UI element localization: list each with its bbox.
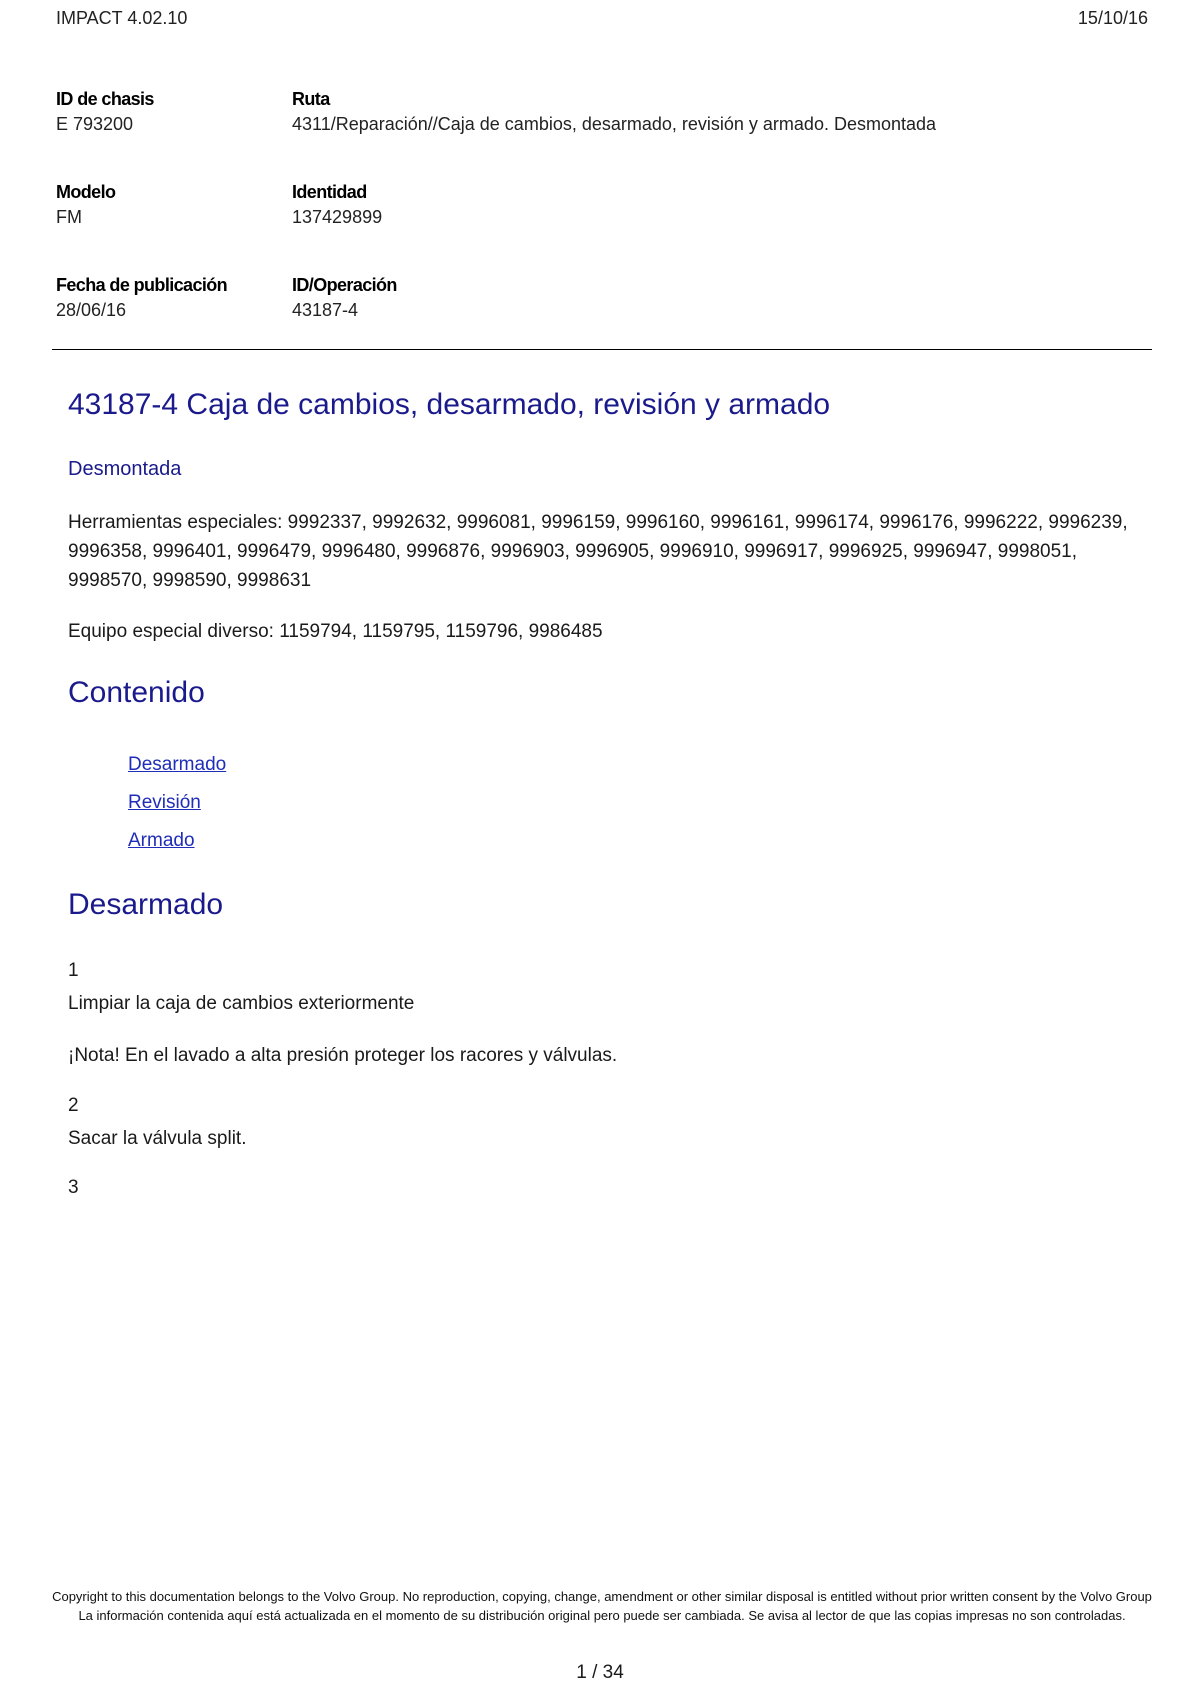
route-label: Ruta [292,89,330,109]
disclaimer-notice: La información contenida aquí está actualizada en el momento de su distribución original pero puede ser cambiada. Se avisa al lector de que las copias impresas no son controladas. [78,1608,1126,1623]
page-footer [52,1587,1152,1625]
toc-link-revision[interactable]: Revisión [128,792,201,813]
metadata-row [56,181,1156,274]
divider [52,349,1152,350]
step-number: 3 [68,1177,79,1198]
toc-link-armado[interactable]: Armado [128,830,195,851]
table-of-contents [128,746,226,860]
page-title: 43187-4 Caja de cambios, desarmado, revisión y armado [68,388,831,421]
pubdate-label: Fecha de publicación [56,275,228,295]
special-equipment-text: Equipo especial diverso: 1159794, 1159795, 1159796, 9986485 [68,621,603,642]
chassis-value: E 793200 [56,114,134,134]
metadata-row [56,88,1156,181]
operation-value: 43187-4 [292,300,359,320]
identity-label: Identidad [292,182,367,202]
metadata-row [56,274,1156,367]
step-text: Limpiar la caja de cambios exteriormente [68,993,415,1014]
page-header [56,8,1148,32]
pubdate-value: 28/06/16 [56,300,127,320]
route-value: 4311/Reparación//Caja de cambios, desarmado, revisión y armado. Desmontada [292,114,937,134]
step-number: 1 [68,960,79,981]
contents-heading: Contenido [68,676,205,709]
print-date: 15/10/16 [1077,8,1148,28]
model-label: Modelo [56,182,116,202]
copyright-notice: Copyright to this documentation belongs to the Volvo Group. No reproduction, copying, change, amendment or other similar disposal is entitled without prior written consent by the Volvo Group [52,1589,1152,1604]
model-value: FM [56,207,82,227]
page-number: 1 / 34 [576,1662,624,1683]
operation-label: ID/Operación [292,275,397,295]
step-number: 2 [68,1095,79,1116]
chassis-label: ID de chasis [56,89,154,109]
step-text: Sacar la válvula split. [68,1128,247,1149]
identity-value: 137429899 [292,207,383,227]
app-version: IMPACT 4.02.10 [56,8,188,28]
toc-link-desarmado[interactable]: Desarmado [128,754,227,775]
page-subtitle: Desmontada [68,458,182,480]
special-tools-text: Herramientas especiales: 9992337, 9992632, 9996081, 9996159, 9996160, 9996161, 9996174, 9996176, 9996222, 9996239, 9996358, 9996401, 9996479, 9996480, 9996876, 9996903, 9996905, 9996910, 9996917, 9996925, 9996947, 9998051, 9998570, 9998590, 9998631 [68,512,1128,591]
metadata-block [56,88,1156,367]
step-note: ¡Nota! En el lavado a alta presión proteger los racores y válvulas. [68,1045,618,1066]
section-heading: Desarmado [68,888,224,921]
